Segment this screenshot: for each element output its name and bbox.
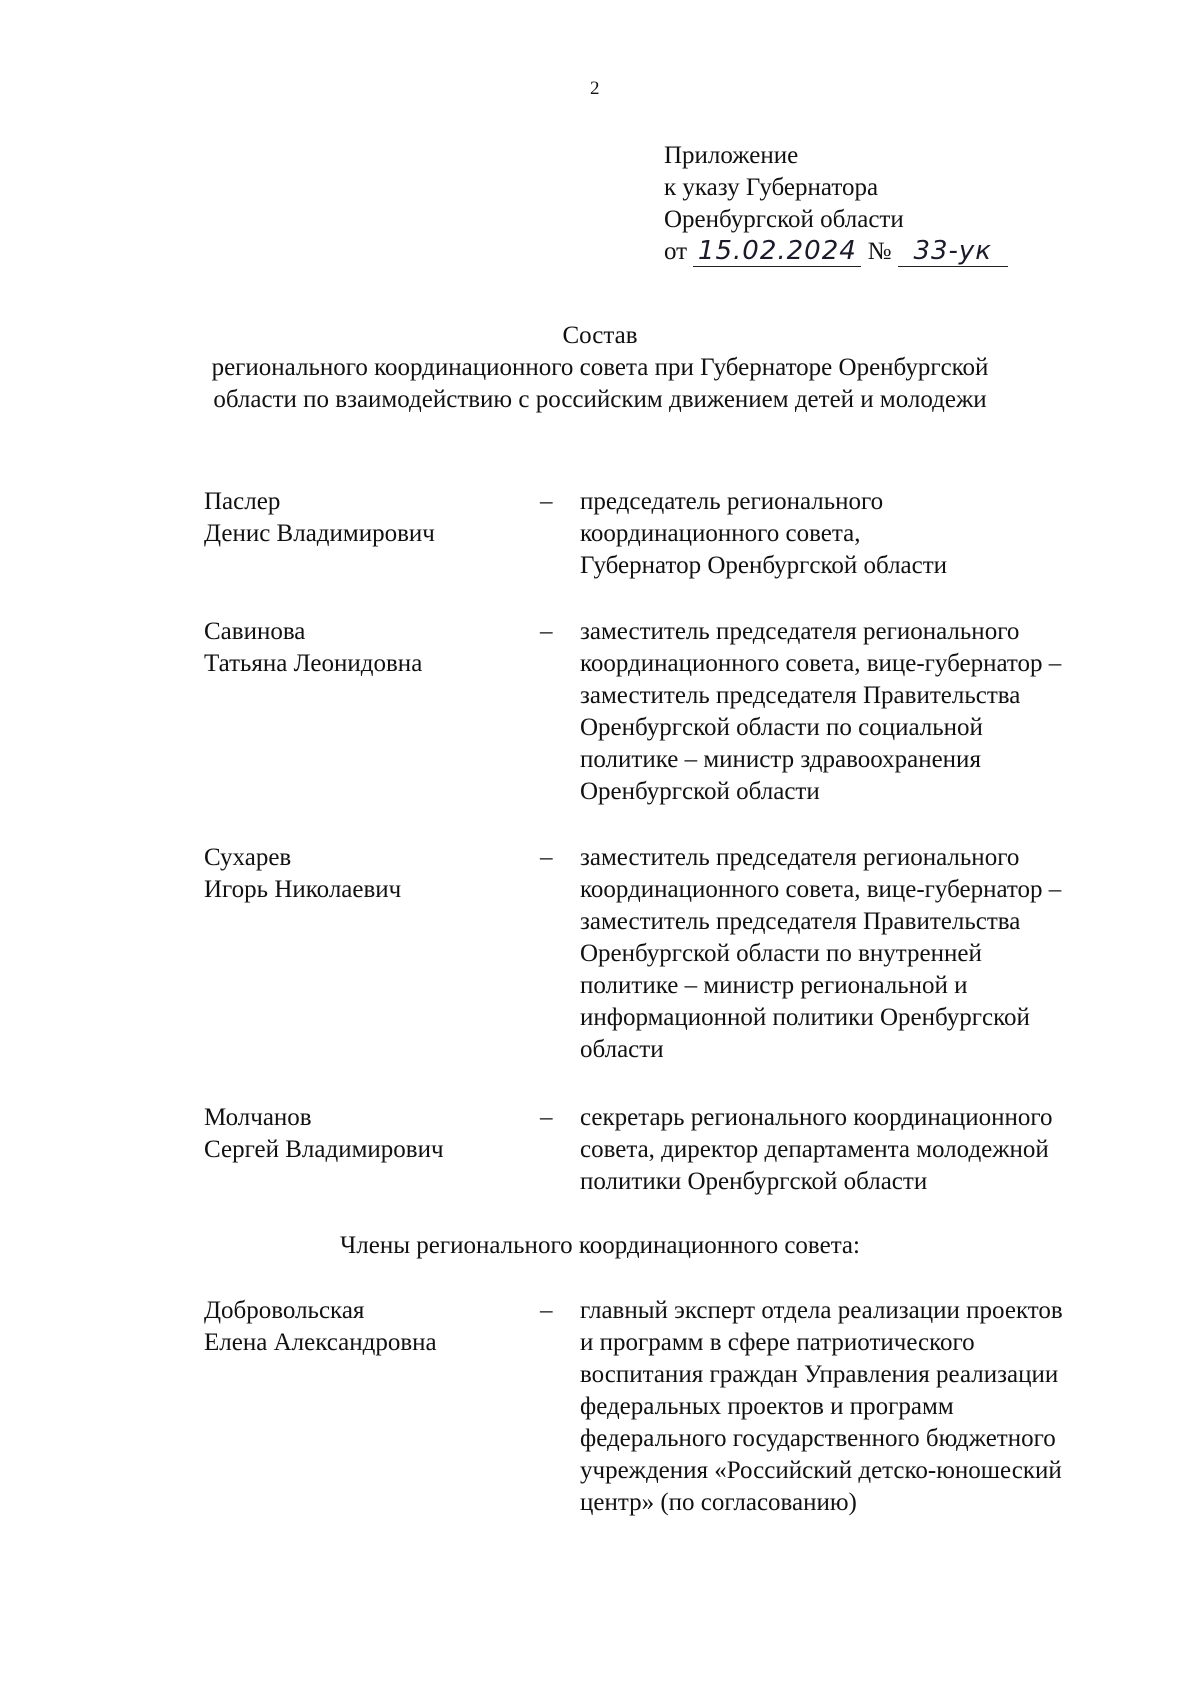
position-line: Оренбургской области по социальной (580, 714, 983, 741)
position-line: федерального государственного бюджетного (580, 1425, 1056, 1452)
position-line: Оренбургской области (580, 778, 820, 805)
person-position (580, 842, 1061, 1066)
dash: – (540, 618, 553, 645)
person-surname: Паслер (204, 488, 281, 515)
person-surname: Савинова (204, 618, 306, 645)
number-label: № (867, 238, 892, 265)
position-line: Оренбургской области по внутренней (580, 940, 982, 967)
position-line: политики Оренбургской области (580, 1168, 928, 1195)
person-name (204, 486, 435, 550)
position-line: Губернатор Оренбургской области (580, 552, 948, 579)
position-line: политике – министр региональной и (580, 972, 968, 999)
dash: – (540, 488, 553, 515)
person-surname: Молчанов (204, 1104, 312, 1131)
person-given-name: Игорь Николаевич (204, 876, 402, 903)
members-heading: Члены регионального координационного совета: (340, 1232, 860, 1259)
document-title (0, 320, 1200, 416)
position-line: председатель регионального (580, 488, 884, 515)
handwritten-date: 15.02.2024 (697, 236, 857, 266)
position-line: координационного совета, вице-губернатор – (580, 650, 1062, 677)
person-position (580, 616, 1061, 808)
person-surname: Сухарев (204, 844, 292, 871)
appendix-line-3: Оренбургской области (664, 206, 904, 233)
person-name (204, 1102, 444, 1166)
position-line: политике – министр здравоохранения (580, 746, 981, 773)
appendix-block (664, 140, 1008, 268)
title-line-1: Состав (562, 322, 638, 349)
position-line: центр» (по согласованию) (580, 1489, 857, 1516)
person-given-name: Денис Владимирович (204, 520, 435, 547)
position-line: федеральных проектов и программ (580, 1393, 954, 1420)
position-line: секретарь регионального координационного (580, 1104, 1053, 1131)
appendix-date-line (664, 236, 1008, 268)
handwritten-number: 33-ук (913, 236, 992, 266)
appendix-line-1: Приложение (664, 142, 799, 169)
position-line: воспитания граждан Управления реализации (580, 1361, 1059, 1388)
position-line: заместитель председателя регионального (580, 618, 1020, 645)
dash: – (540, 844, 553, 871)
position-line: совета, директор департамента молодежной (580, 1136, 1049, 1163)
date-field (693, 237, 861, 267)
position-line: заместитель председателя Правительства (580, 682, 1021, 709)
position-line: учреждения «Российский детско-юношеский (580, 1457, 1062, 1484)
person-name (204, 616, 422, 680)
dash: – (540, 1297, 553, 1324)
position-line: области (580, 1036, 664, 1063)
appendix-line-2: к указу Губернатора (664, 174, 879, 201)
position-line: заместитель председателя Правительства (580, 908, 1021, 935)
member-given-name: Елена Александровна (204, 1329, 437, 1356)
member-surname: Добровольская (204, 1297, 365, 1324)
person-given-name: Татьяна Леонидовна (204, 650, 423, 677)
person-name (204, 842, 401, 906)
position-line: главный эксперт отдела реализации проектов (580, 1297, 1063, 1324)
position-line: и программ в сфере патриотического (580, 1329, 975, 1356)
position-line: заместитель председателя регионального (580, 844, 1020, 871)
person-given-name: Сергей Владимирович (204, 1136, 444, 1163)
from-label: от (664, 238, 688, 265)
page-number: 2 (590, 78, 600, 99)
position-line: информационной политики Оренбургской (580, 1004, 1030, 1031)
member-name (204, 1295, 437, 1359)
member-position (580, 1295, 1063, 1519)
person-position (580, 486, 947, 582)
number-field (898, 237, 1008, 267)
dash: – (540, 1104, 553, 1131)
position-line: координационного совета, вице-губернатор – (580, 876, 1062, 903)
person-position (580, 1102, 1053, 1198)
title-line-2: регионального координационного совета при Губернаторе Оренбургской (211, 354, 989, 381)
title-line-3: области по взаимодействию с российским движением детей и молодежи (213, 386, 987, 413)
position-line: координационного совета, (580, 520, 861, 547)
